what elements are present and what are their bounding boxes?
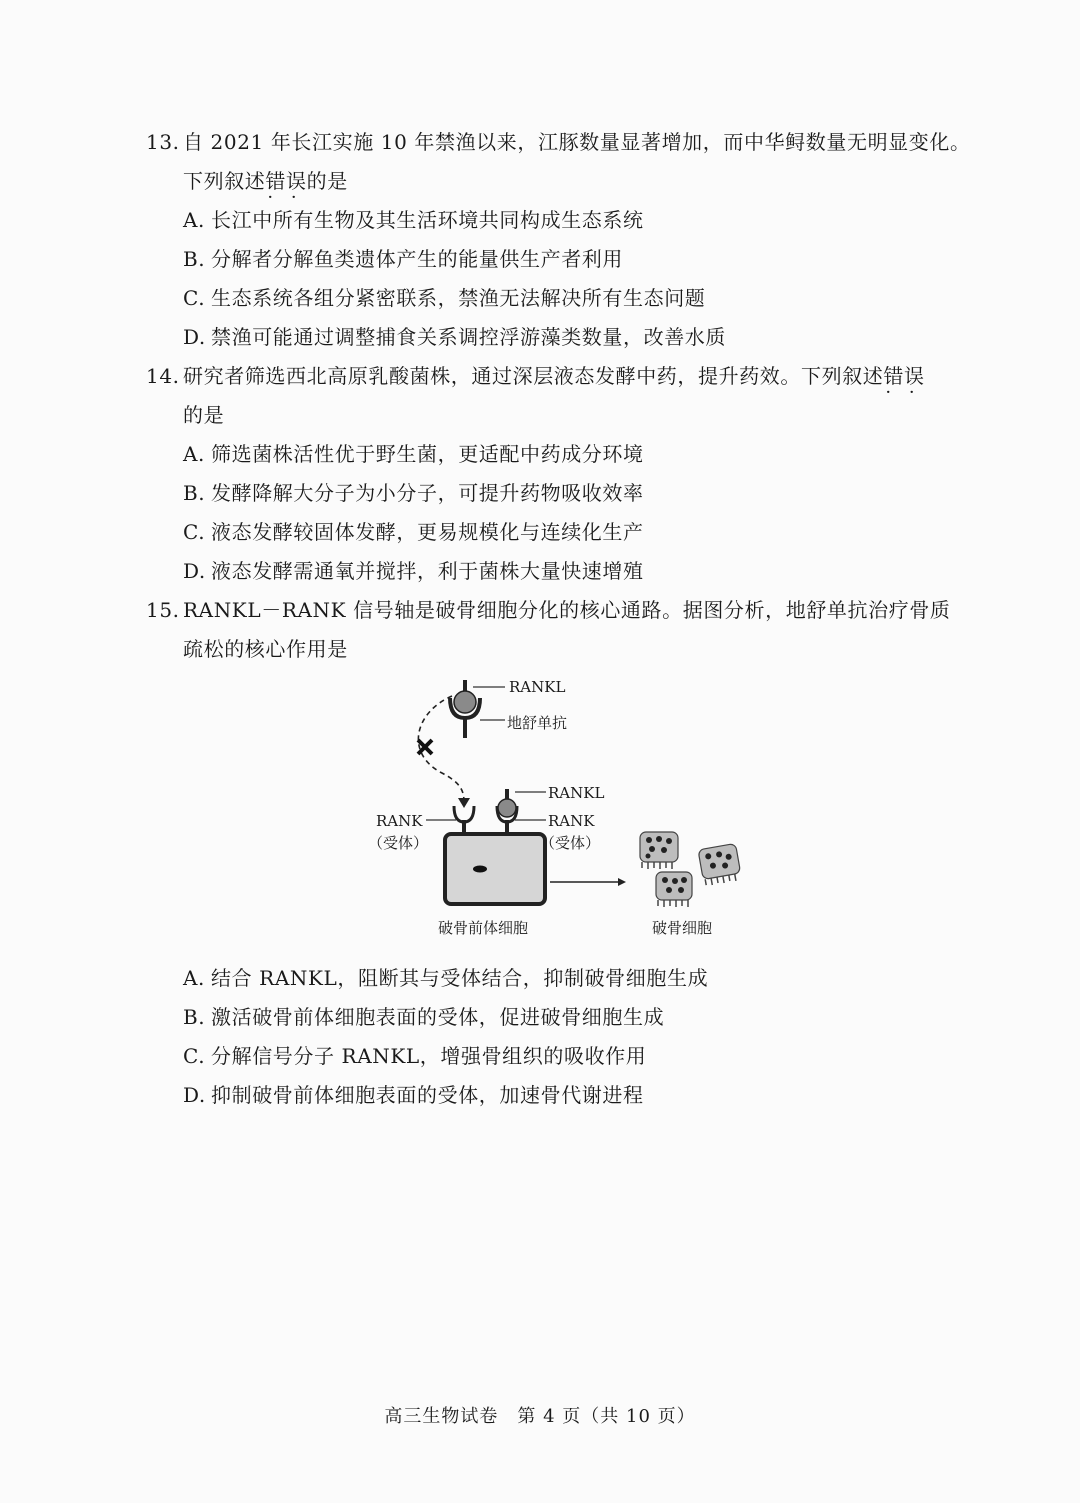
label-rankl-right: RANKL: [548, 784, 605, 802]
label-rank-left: RANK: [376, 812, 423, 830]
stem-text: 的是: [306, 169, 348, 193]
option-b: B. 激活破骨前体细胞表面的受体，促进破骨细胞生成: [183, 1005, 665, 1029]
label-precursor-cell: 破骨前体细胞: [438, 919, 529, 937]
question-stem: [183, 362, 925, 390]
antibody-rankl-complex: [450, 680, 505, 738]
option-b: B. 分解者分解鱼类遗体产生的能量供生产者利用: [183, 247, 623, 271]
question-stem-line2: [183, 167, 348, 195]
label-osteoclast: 破骨细胞: [652, 919, 713, 937]
option-b: B. 发酵降解大分子为小分子，可提升药物吸收效率: [183, 481, 644, 505]
question-stem: RANKL－RANK 信号轴是破骨细胞分化的核心通路。据图分析，地舒单抗治疗骨质: [183, 598, 951, 622]
question-stem-line2: 的是: [183, 403, 225, 427]
precursor-cell-shape: [445, 834, 545, 904]
option-a: A. 结合 RANKL，阻断其与受体结合，抑制破骨细胞生成: [183, 966, 709, 990]
label-rankl-top: RANKL: [509, 678, 566, 696]
label-rank-right: RANK: [548, 812, 595, 830]
question-number: 14.: [146, 364, 180, 388]
label-receptor-right: （受体）: [540, 834, 601, 852]
option-d: D. 液态发酵需通氧并搅拌，利于菌株大量快速增殖: [183, 559, 644, 583]
option-a: A. 筛选菌株活性优于野生菌，更适配中药成分环境: [183, 442, 644, 466]
question-number: 15.: [146, 598, 180, 622]
label-receptor-left: （受体）: [368, 834, 429, 852]
question-stem: 自 2021 年长江实施 10 年禁渔以来，江豚数量显著增加，而中华鲟数量无明显变化。: [183, 130, 971, 154]
osteoclast-cells: [640, 832, 742, 907]
cell-nucleus: [473, 866, 487, 873]
page-footer: 高三生物试卷 第 4 页（共 10 页）: [384, 1406, 696, 1427]
option-a: A. 长江中所有生物及其生活环境共同构成生态系统: [183, 208, 644, 232]
question-number: 13.: [146, 130, 180, 154]
emphasis-text: 错误 · ·: [265, 169, 306, 193]
stem-text: 下列叙述: [183, 169, 266, 193]
emphasis-text: 错误 · ·: [883, 364, 924, 388]
label-antibody: 地舒单抗: [507, 714, 568, 732]
stem-text: 研究者筛选西北高原乳酸菌株，通过深层液态发酵中药，提升药效。下列叙述: [183, 364, 884, 388]
option-d: D. 抑制破骨前体细胞表面的受体，加速骨代谢进程: [183, 1083, 644, 1107]
option-c: C. 液态发酵较固体发酵，更易规模化与连续化生产: [183, 520, 644, 544]
option-d: D. 禁渔可能通过调整捕食关系调控浮游藻类数量，改善水质: [183, 325, 726, 349]
rankl-rank-diagram: [360, 672, 760, 944]
question-stem-line2: 疏松的核心作用是: [183, 637, 348, 661]
option-c: C. 生态系统各组分紧密联系，禁渔无法解决所有生态问题: [183, 286, 706, 310]
option-c: C. 分解信号分子 RANKL，增强骨组织的吸收作用: [183, 1044, 647, 1068]
